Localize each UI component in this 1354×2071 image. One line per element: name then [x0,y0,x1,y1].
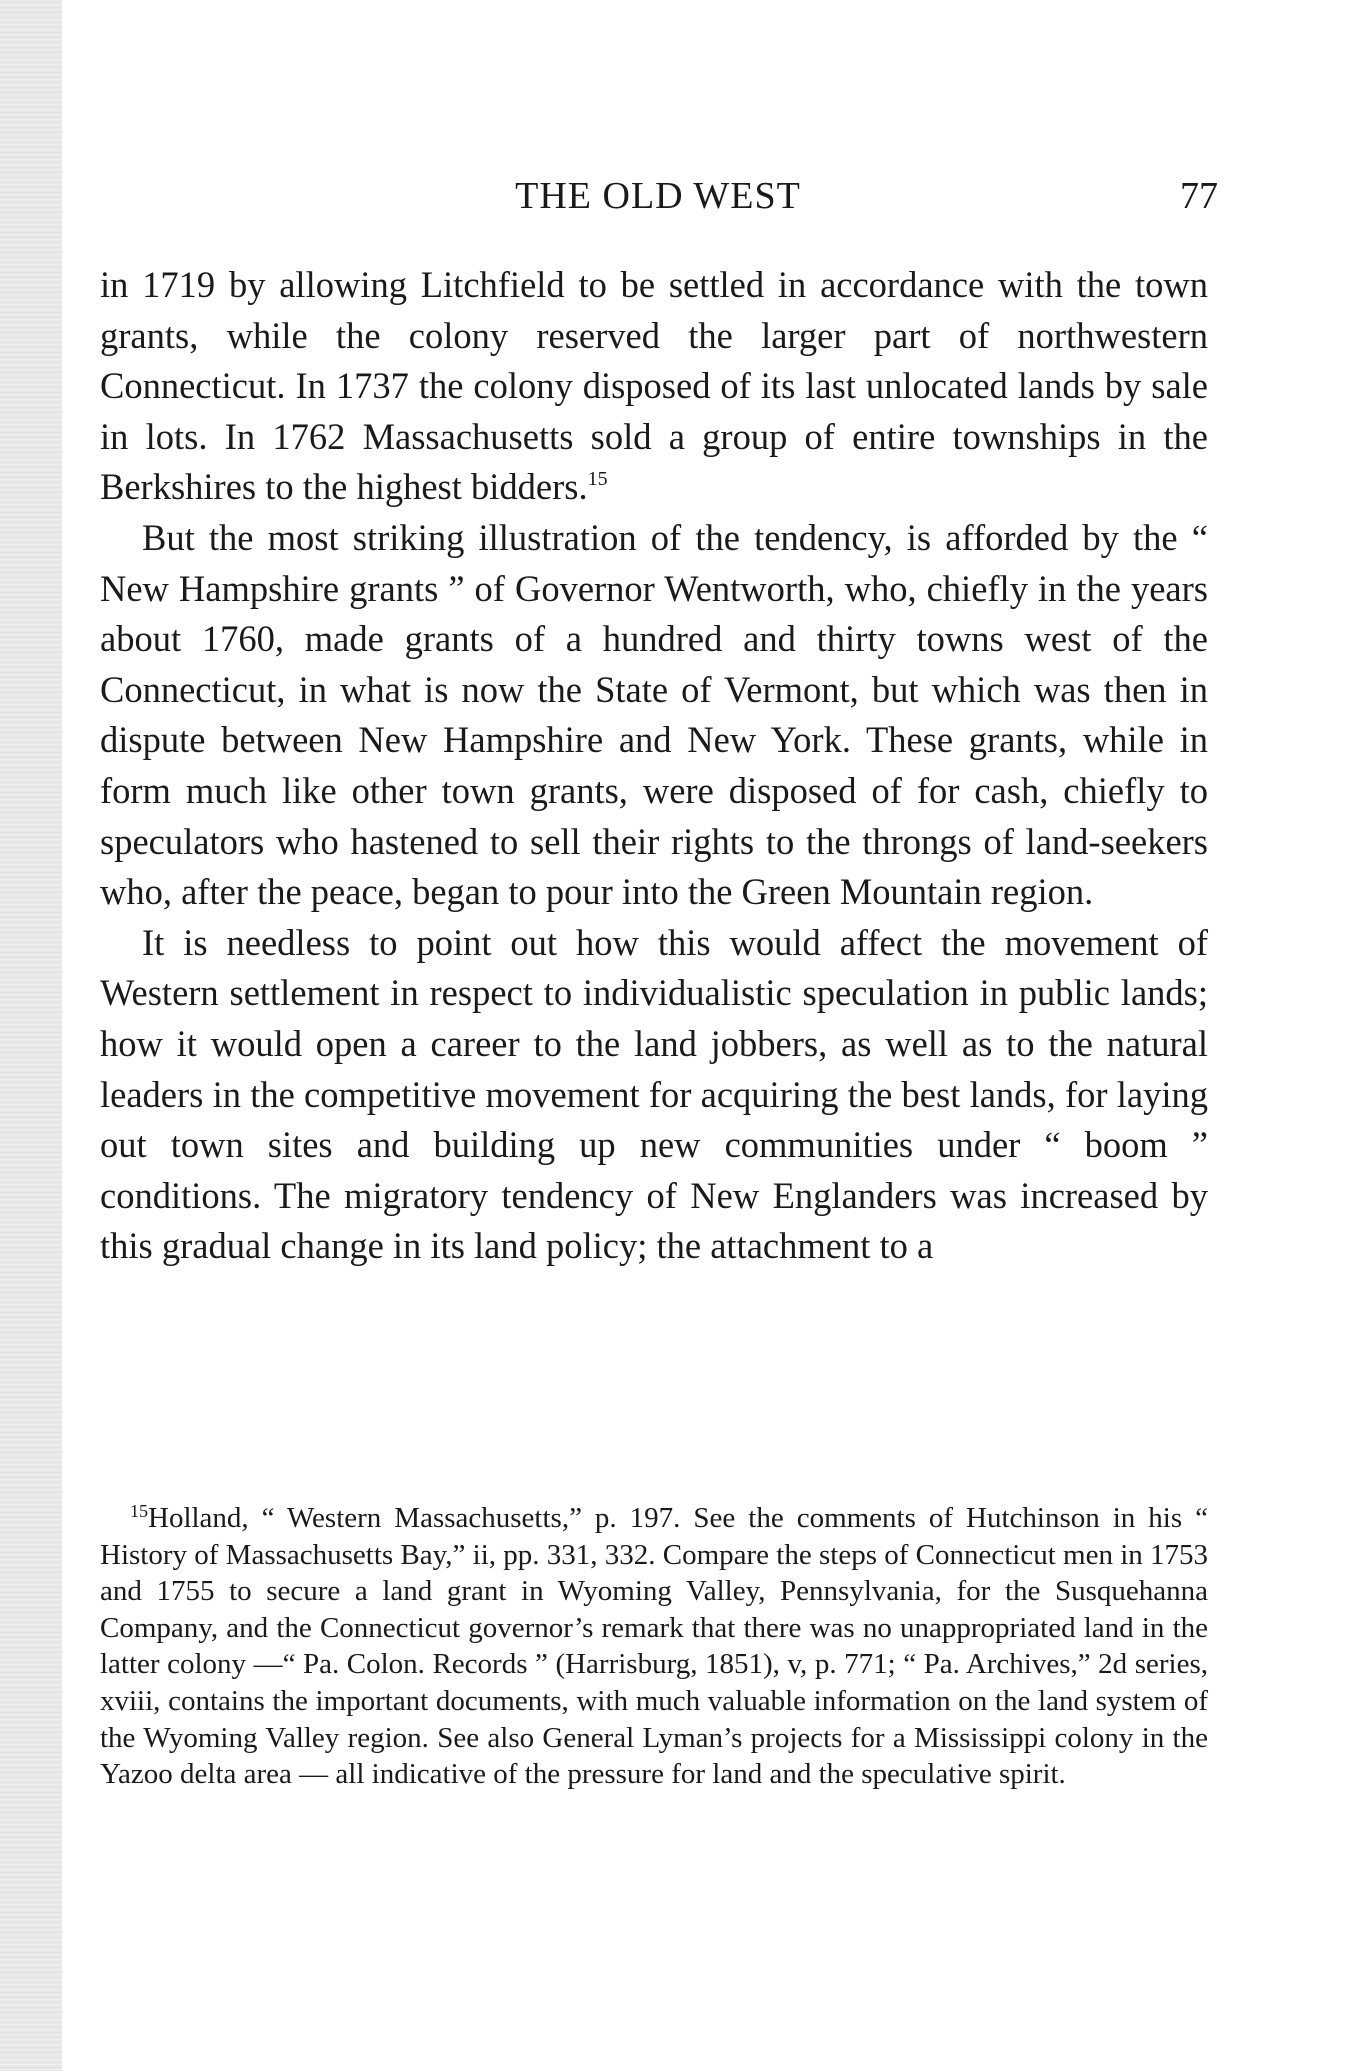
page-edge-shadow [0,0,62,2071]
paragraph-1 [100,260,1208,513]
body-text [100,260,1208,1272]
paragraph-1-text: in 1719 by allowing Litchfield to be settled in accordance with the town grants, while the colony reserved the larger part of northwestern Connecticut. In 1737 the colony disposed of its last unlocated lands by sale in lots. In 1762 Massachusetts sold a group of entire townships in the Berkshires to the highest bidders. [100,264,1208,508]
footnote-reference: 15 [587,468,608,491]
running-head [98,168,1218,224]
page-number: 77 [1180,175,1218,217]
paragraph-3: It is needless to point out how this would affect the movement of Western settlement in respect to individualistic speculation in public lands; how it would open a career to the land jobbers, as well as to the natural leaders in the competitive movement for acquiring the best lands, for laying out town sites and building up new communities under “ boom ” conditions. The migratory tendency of New Englanders was increased by this gradual change in its land policy; the attachment to a [100,921,1208,1267]
footnotes [100,1500,1208,1793]
footnote-text: Holland, “ Western Massachusetts,” p. 197. See the comments of Hutchinson in his “ History of Massachusetts Bay,” ii, pp. 331, 332. Compare the steps of Connecticut men in 1753 and 1755 to secure a land grant in Wyoming Valley, Pennsylvania, for the Susquehanna Company, and the Connecticut governor’s remark that there was no unappropriated land in the latter colony —“ Pa. Colon. Records ” (Harrisburg, 1851), v, p. 771; “ Pa. Archives,” 2d series, xviii, contains the important documents, with much valuable information on the land system of the Wyoming Valley region. See also General Lyman’s projects for a Mississippi colony in the Yazoo delta area — all indicative of the pressure for land and the speculative spirit. [100,1502,1209,1791]
footnote-marker: 15 [130,1501,148,1521]
running-title: THE OLD WEST [515,175,801,217]
paragraph-2: But the most striking illustration of the tendency, is afforded by the “ New Hampshire grants ” of Governor Wentworth, who, chiefly in the years about 1760, made grants of a hundred and thirty towns west of the Connecticut, in what is now the State of Vermont, but which was then in dispute between New Hampshire and New York. These grants, while in form much like other town grants, were disposed of for cash, chiefly to speculators who hastened to sell their rights to the throngs of land-seekers who, after the peace, began to pour into the Green Mountain region. [100,516,1208,913]
footnote-15 [100,1500,1208,1793]
